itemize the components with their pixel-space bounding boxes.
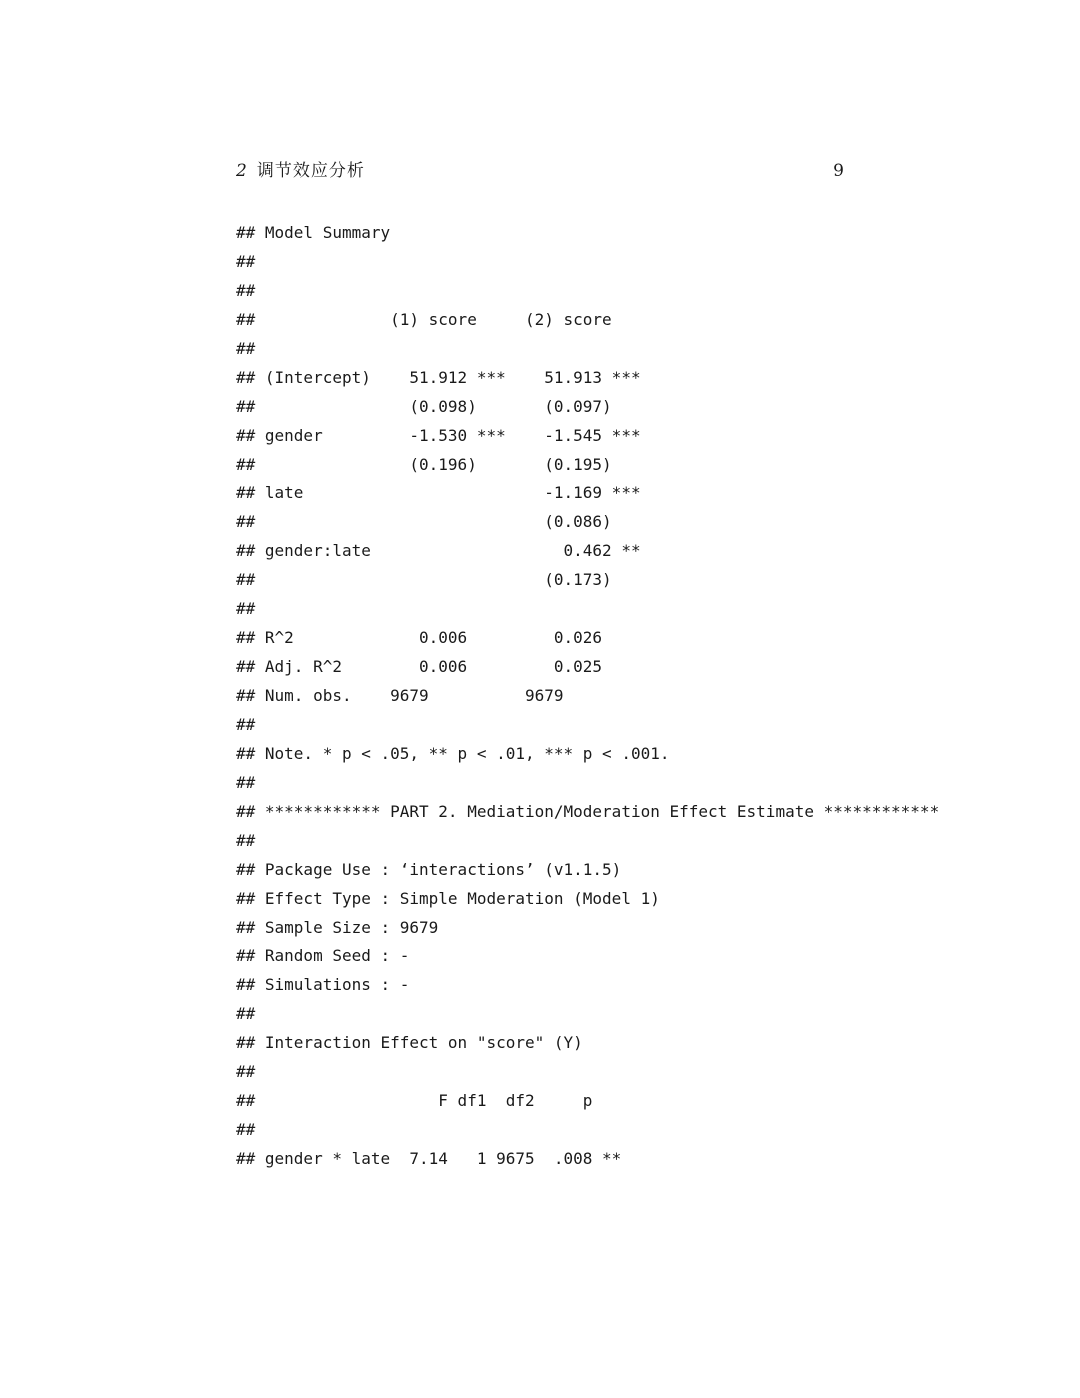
output-line: ## (1) score (2) score	[236, 309, 612, 329]
page-number: 9	[833, 161, 844, 181]
output-line: ## gender -1.530 *** -1.545 ***	[236, 425, 641, 445]
output-line: ##	[236, 772, 256, 792]
output-line: ##	[236, 1004, 256, 1024]
output-line: ## Package Use : ‘interactions’ (v1.1.5)	[236, 859, 622, 879]
output-line: ## Adj. R^2 0.006 0.025	[236, 657, 603, 677]
output-line: ## gender * late 7.14 1 9675 .008 **	[236, 1149, 622, 1168]
output-line: ## (Intercept) 51.912 *** 51.913 ***	[236, 367, 641, 387]
output-line: ## (0.086)	[236, 512, 612, 532]
output-line: ## (0.173)	[236, 570, 612, 590]
running-header	[236, 158, 844, 184]
r-console-output	[236, 219, 939, 1174]
output-line: ## ************ PART 2. Mediation/Moderation Effect Estimate ************	[236, 801, 940, 821]
output-line: ## Sample Size : 9679	[236, 917, 439, 937]
chapter-title: 调节效应分析	[256, 161, 365, 181]
output-line: ## Model Summary	[236, 223, 391, 242]
output-line: ## Note. * p < .05, ** p < .01, *** p < .001.	[236, 743, 670, 763]
output-line: ##	[236, 599, 256, 619]
output-line: ## (0.196) (0.195)	[236, 454, 612, 474]
output-line: ##	[236, 338, 256, 358]
output-line: ## gender:late 0.462 **	[236, 541, 641, 561]
output-line: ##	[236, 1062, 256, 1082]
output-line: ##	[236, 251, 256, 271]
output-line: ##	[236, 280, 256, 300]
output-line: ## F df1 df2 p	[236, 1091, 593, 1111]
output-line: ##	[236, 714, 256, 734]
output-line: ##	[236, 830, 256, 850]
chapter-number: 2	[236, 161, 247, 181]
output-line: ## Interaction Effect on "score" (Y)	[236, 1033, 583, 1053]
output-line: ##	[236, 1120, 256, 1140]
output-line: ## Effect Type : Simple Moderation (Model 1)	[236, 888, 660, 908]
output-line: ## late -1.169 ***	[236, 483, 641, 503]
output-line: ## Num. obs. 9679 9679	[236, 686, 564, 705]
output-line: ## Simulations : -	[236, 975, 410, 995]
output-line: ## (0.098) (0.097)	[236, 396, 612, 416]
output-line: ## Random Seed : -	[236, 946, 410, 966]
output-line: ## R^2 0.006 0.026	[236, 628, 603, 648]
